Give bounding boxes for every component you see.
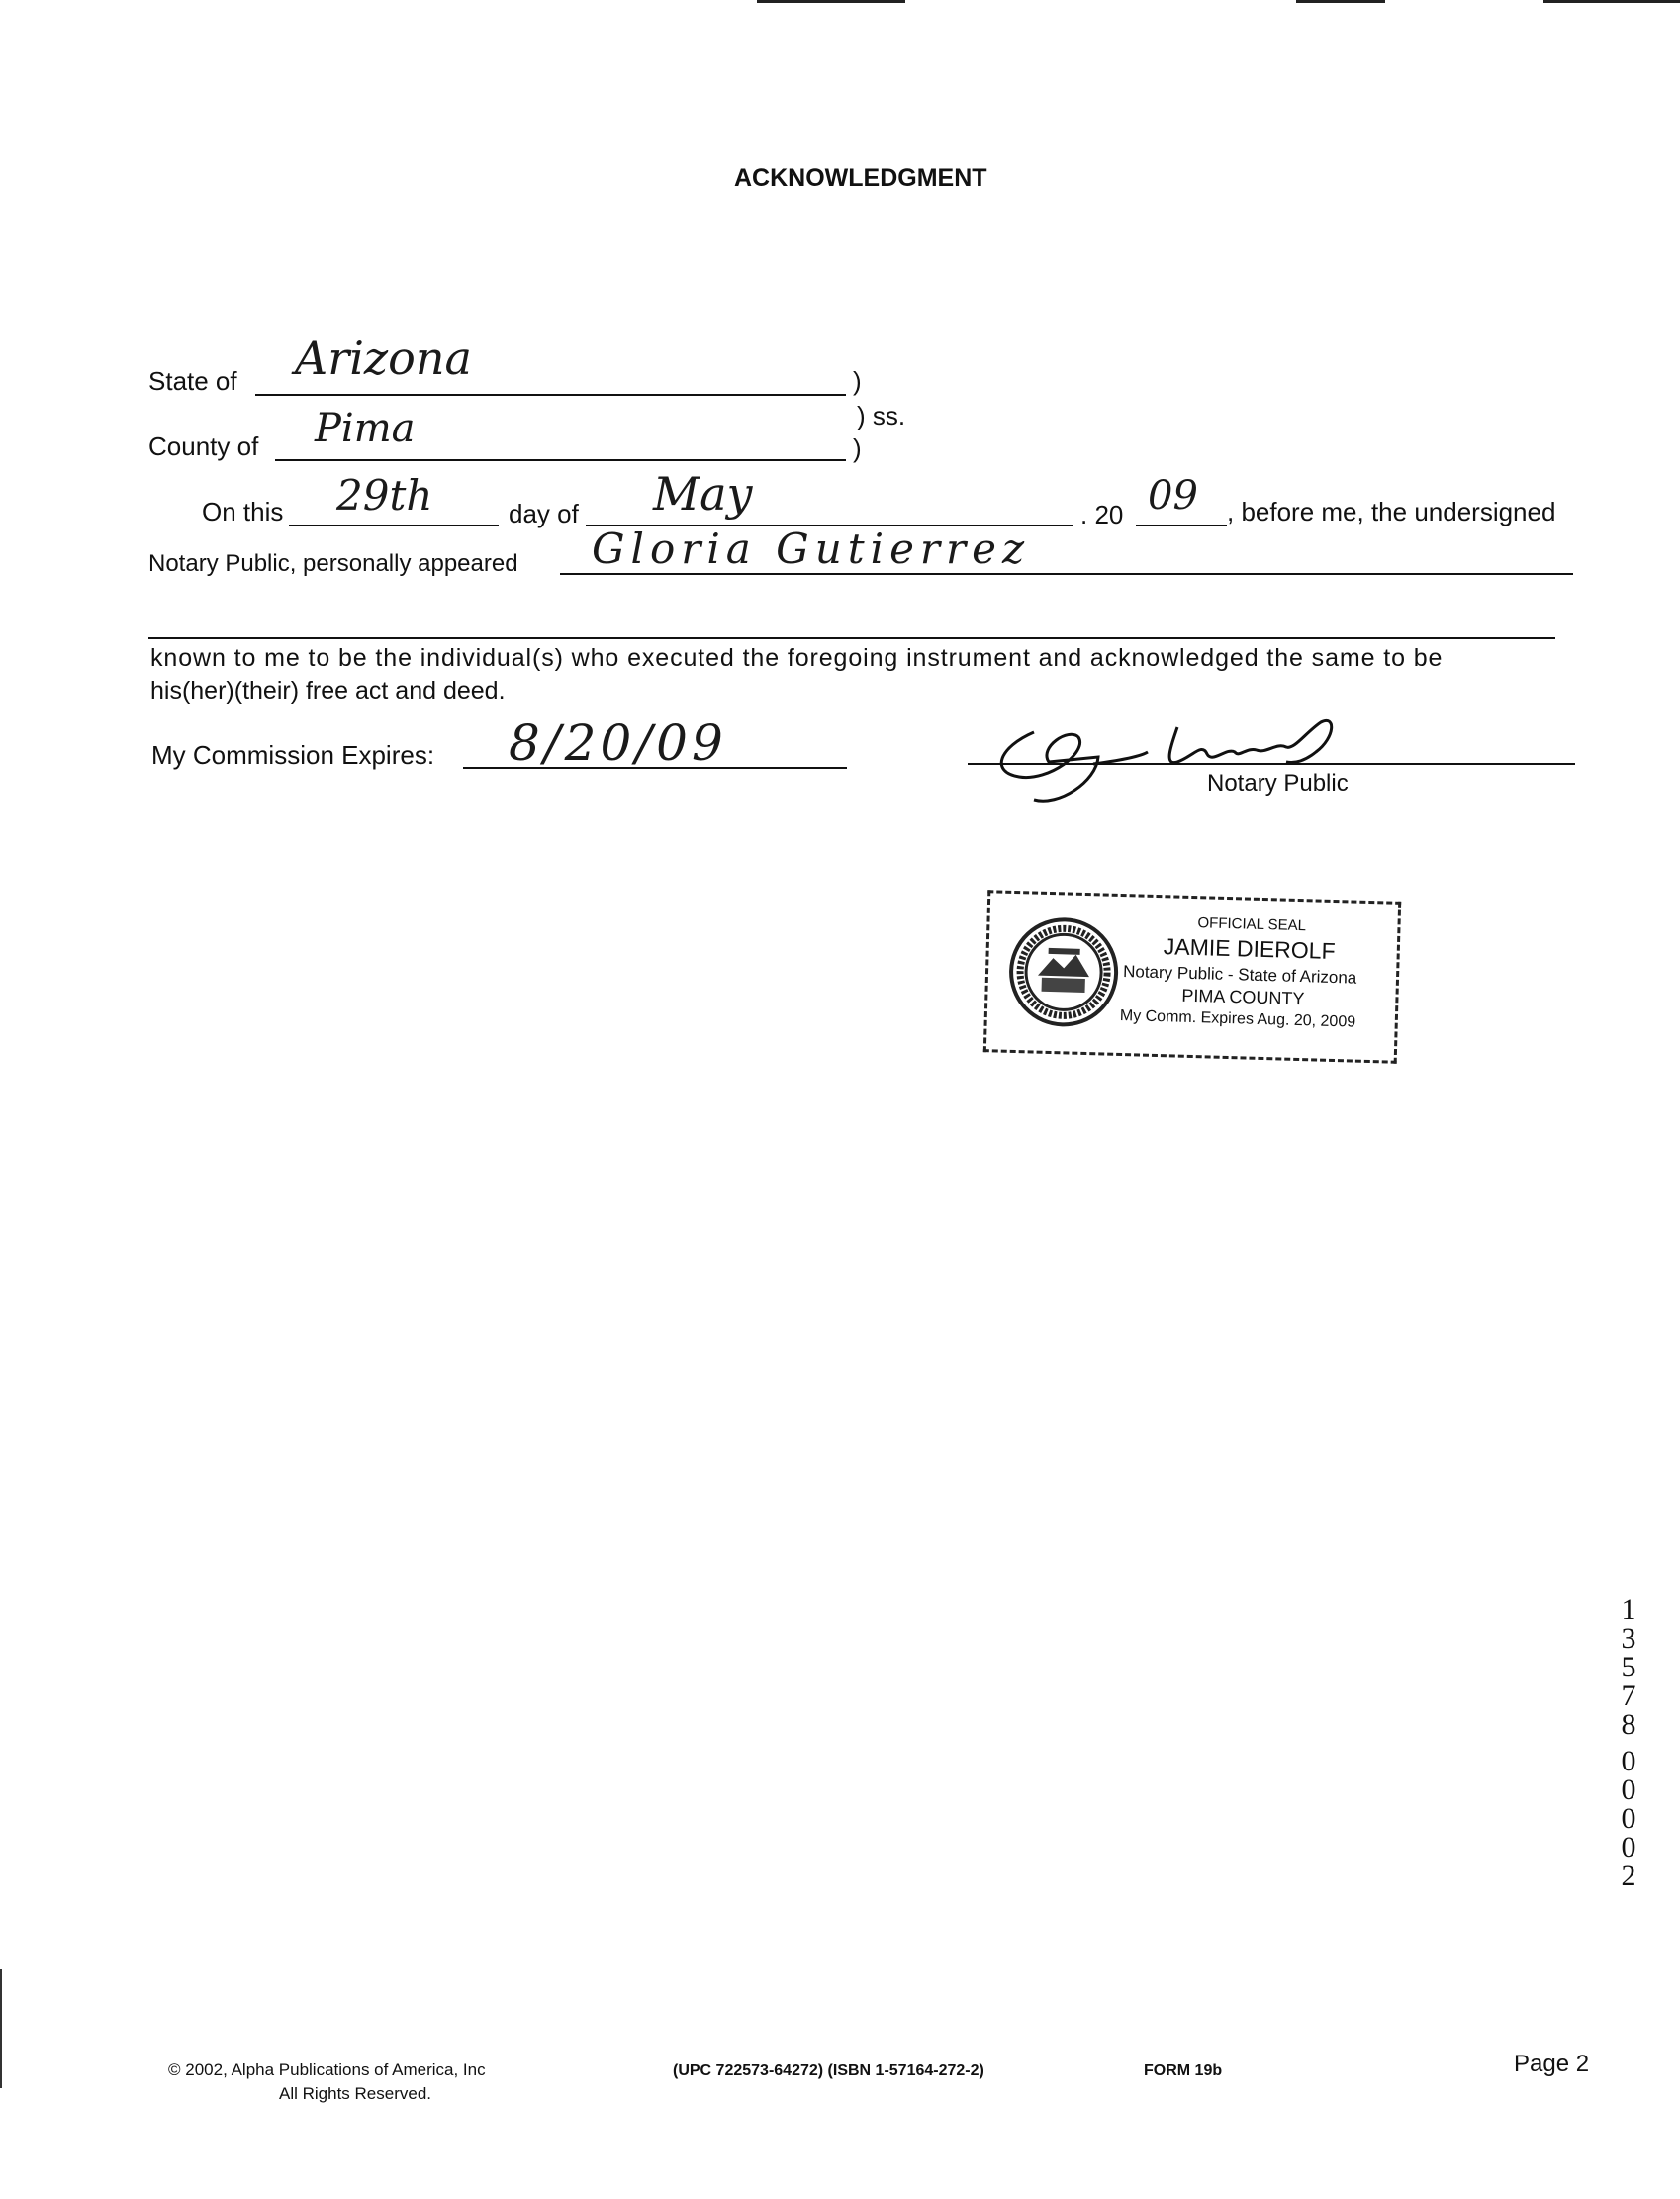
margin-stamp-number [1617,1595,1640,1890]
seal-name: JAMIE DIEROLF [1163,933,1336,965]
day-underline [289,525,499,526]
seal-expires: My Comm. Expires Aug. 20, 2009 [1119,1006,1356,1031]
on-this-label: On this [202,497,284,526]
ss-label: ) ss. [857,401,906,430]
margin-digit: 8 [1621,1708,1636,1741]
notary-public-label: Notary Public [1207,770,1349,797]
scan-artifact-top [757,0,905,3]
document-title: ACKNOWLEDGMENT [734,164,987,192]
state-value: Arizona [295,332,472,385]
month-value: May [653,467,753,521]
margin-digit: 5 [1621,1651,1636,1683]
day-value: 29th [336,471,433,520]
known-text-line1: known to me to be the individual(s) who executed the foregoing instrument and acknowledged the same to be [150,644,1444,672]
county-label: County of [148,431,259,461]
bracket: ) [853,433,862,463]
scan-artifact-top [1296,0,1385,3]
day-of-label: day of [509,499,579,528]
footer-codes: (UPC 722573-64272) (ISBN 1-57164-272-2) [673,2062,984,2079]
margin-digit: 1 [1621,1593,1636,1626]
margin-digit: 0 [1621,1745,1636,1777]
margin-digit: 3 [1621,1622,1636,1655]
appeared-value: Gloria Gutierrez [592,525,1031,573]
before-me-text: , before me, the undersigned [1227,497,1556,526]
footer-form: FORM 19b [1144,2062,1223,2079]
seal-official-label: OFFICIAL SEAL [1197,914,1307,935]
page-number: Page 2 [1514,2051,1590,2077]
appeared-second-underline [148,637,1555,639]
seal-county: PIMA COUNTY [1181,985,1305,1009]
commission-value: 8/20/09 [509,715,727,772]
year-underline [1136,525,1227,526]
known-text-line2: his(her)(their) free act and deed. [150,677,506,705]
seal-title: Notary Public - State of Arizona [1122,962,1357,988]
appeared-underline [560,573,1573,575]
commission-label: My Commission Expires: [151,740,435,770]
arizona-state-seal-emblem [1007,915,1121,1029]
appeared-label: Notary Public, personally appeared [148,550,518,577]
scan-edge-artifact [0,1969,2,2088]
margin-digit: 2 [1621,1860,1636,1892]
footer-copyright: © 2002, Alpha Publications of America, Inc [168,2060,486,2079]
county-value: Pima [315,406,416,451]
footer-rights: All Rights Reserved. [279,2084,432,2103]
margin-digit: 0 [1621,1773,1636,1806]
margin-digit: 0 [1621,1802,1636,1835]
scan-artifact-top [1543,0,1680,3]
bracket: ) [853,366,862,396]
year-value: 09 [1148,473,1198,519]
margin-digit: 0 [1621,1831,1636,1864]
official-seal-stamp [983,890,1401,1064]
year-prefix: . 20 [1080,500,1124,529]
margin-digit: 7 [1621,1679,1636,1712]
state-label: State of [148,366,237,396]
county-underline [275,459,846,461]
state-underline [255,394,846,396]
